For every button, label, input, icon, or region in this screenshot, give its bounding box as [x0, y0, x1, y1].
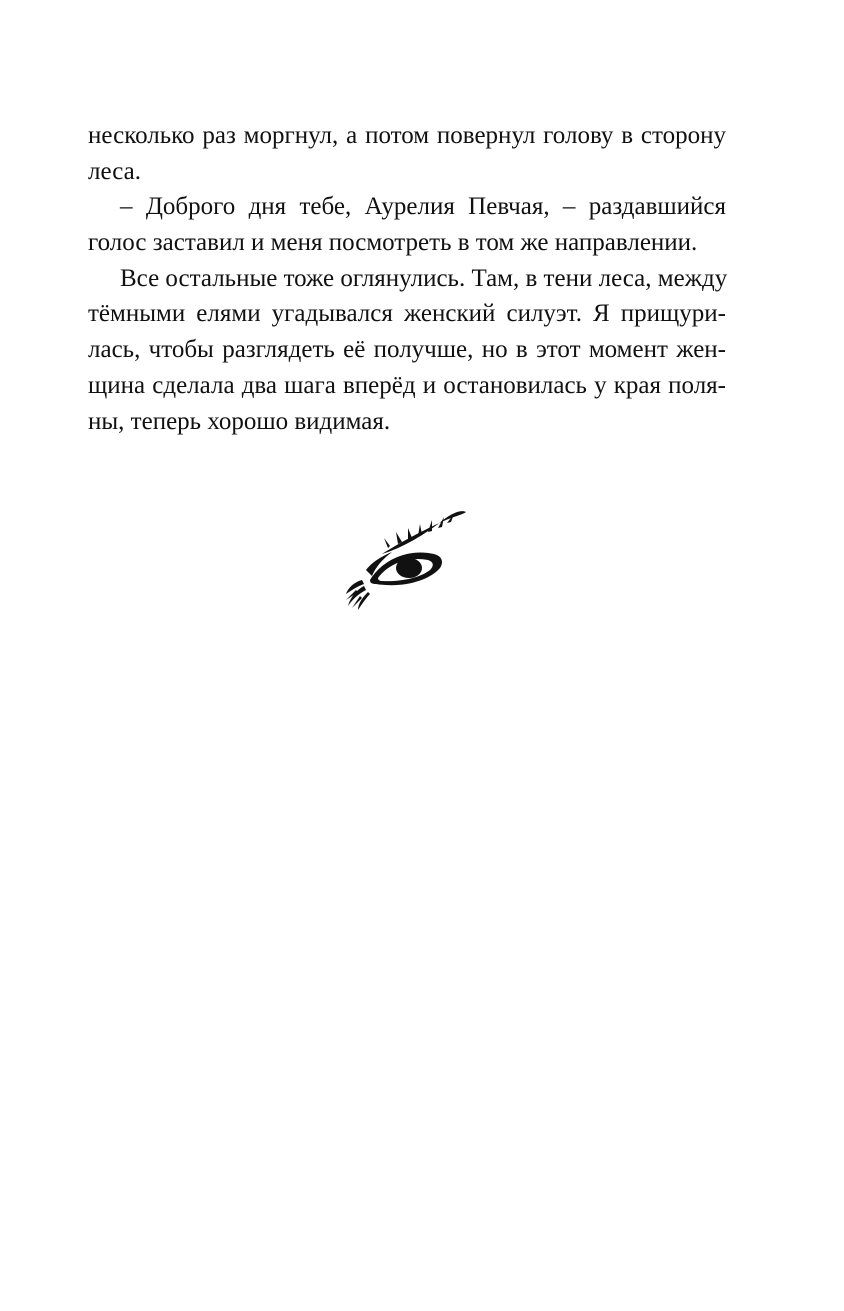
paragraph-3-line-2: тёмными елями угадывался женский силуэт. Я прищури-	[88, 300, 726, 328]
paragraph-3-line-5: ны, теперь хорошо видимая.	[88, 407, 391, 435]
paragraph-1-line-2: леса.	[88, 157, 141, 185]
paragraph-3-line-3: лась, чтобы разглядеть её получше, но в этот момент жен-	[88, 336, 726, 364]
paragraph-3-line-1: Все остальные тоже оглянулись. Там, в тени леса, между	[120, 264, 728, 292]
eye-ornament-icon	[342, 506, 472, 610]
paragraph-2-line-2: голос заставил и меня посмотреть в том же направлении.	[88, 229, 698, 257]
paragraph-1-line-1: несколько раз моргнул, а потом повернул голову в сторону	[88, 122, 726, 149]
body-text	[88, 118, 726, 439]
paragraph-3-line-4: щина сделала два шага вперёд и остановилась у края поля-	[88, 371, 726, 399]
paragraph-2-line-1: – Доброго дня тебе, Аурелия Певчая, – раздавшийся	[120, 193, 726, 221]
